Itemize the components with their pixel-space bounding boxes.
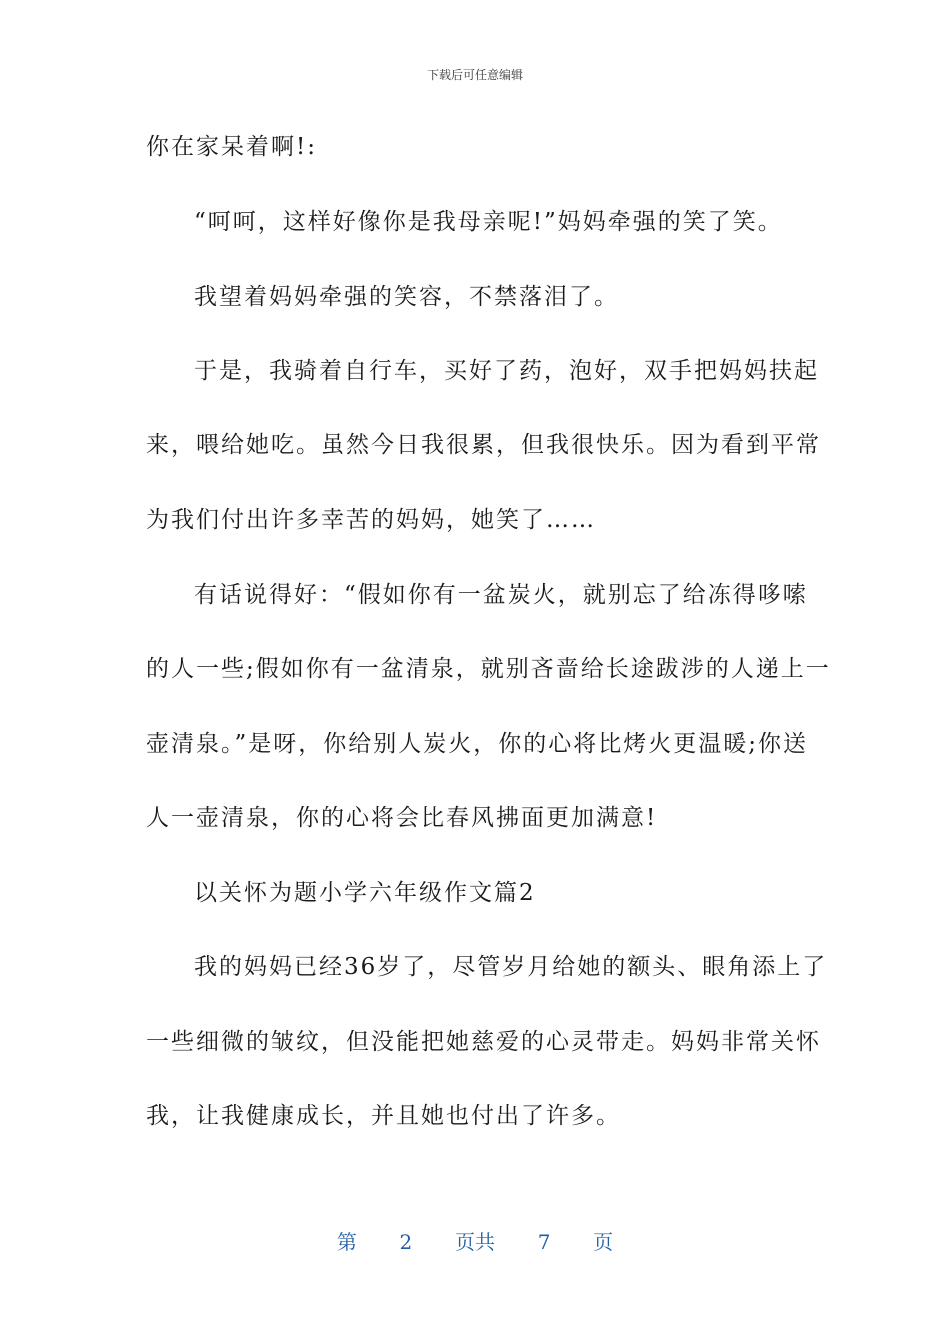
- text-line: 我的妈妈已经36岁了，尽管岁月给她的额头、眼角添上了: [194, 954, 828, 980]
- text-line: 一些细微的皱纹，但没能把她慈爱的心灵带走。妈妈非常关怀: [146, 1029, 821, 1055]
- footer-prefix: 第: [336, 1230, 357, 1254]
- text-line: 有话说得好：“假如你有一盆炭火，就别忘了给冻得哆嗦: [194, 582, 808, 608]
- footer-suffix: 页: [593, 1230, 614, 1254]
- footer-middle: 页共: [455, 1230, 495, 1254]
- section-heading: 以关怀为题小学六年级作文篇2: [194, 880, 536, 906]
- text-line: “呵呵，这样好像你是我母亲呢!”妈妈牵强的笑了笑。: [194, 209, 783, 235]
- text-line: 人一壶清泉，你的心将会比春风拂面更加满意!: [146, 805, 658, 831]
- text-line: 你在家呆着啊!:: [146, 134, 317, 160]
- text-line: 的人一些;假如你有一盆清泉，就别吝啬给长途跋涉的人递上一: [146, 656, 831, 682]
- current-page-number: 2: [399, 1230, 413, 1254]
- text-line: 于是，我骑着自行车，买好了药，泡好，双手把妈妈扶起: [194, 358, 819, 384]
- text-line: 壶清泉。”是呀，你给别人炭火，你的心将比烤火更温暖;你送: [146, 731, 809, 757]
- text-line: 为我们付出许多幸苦的妈妈，她笑了……: [146, 507, 596, 533]
- text-line: 来，喂给她吃。虽然今日我很累，但我很快乐。因为看到平常: [146, 432, 821, 458]
- text-line: 我，让我健康成长，并且她也付出了许多。: [146, 1103, 621, 1129]
- page-footer: [0, 1226, 950, 1255]
- page-header: 下载后可任意编辑: [426, 68, 523, 82]
- total-pages: 7: [537, 1230, 551, 1254]
- text-line: 我望着妈妈牵强的笑容，不禁落泪了。: [194, 284, 619, 310]
